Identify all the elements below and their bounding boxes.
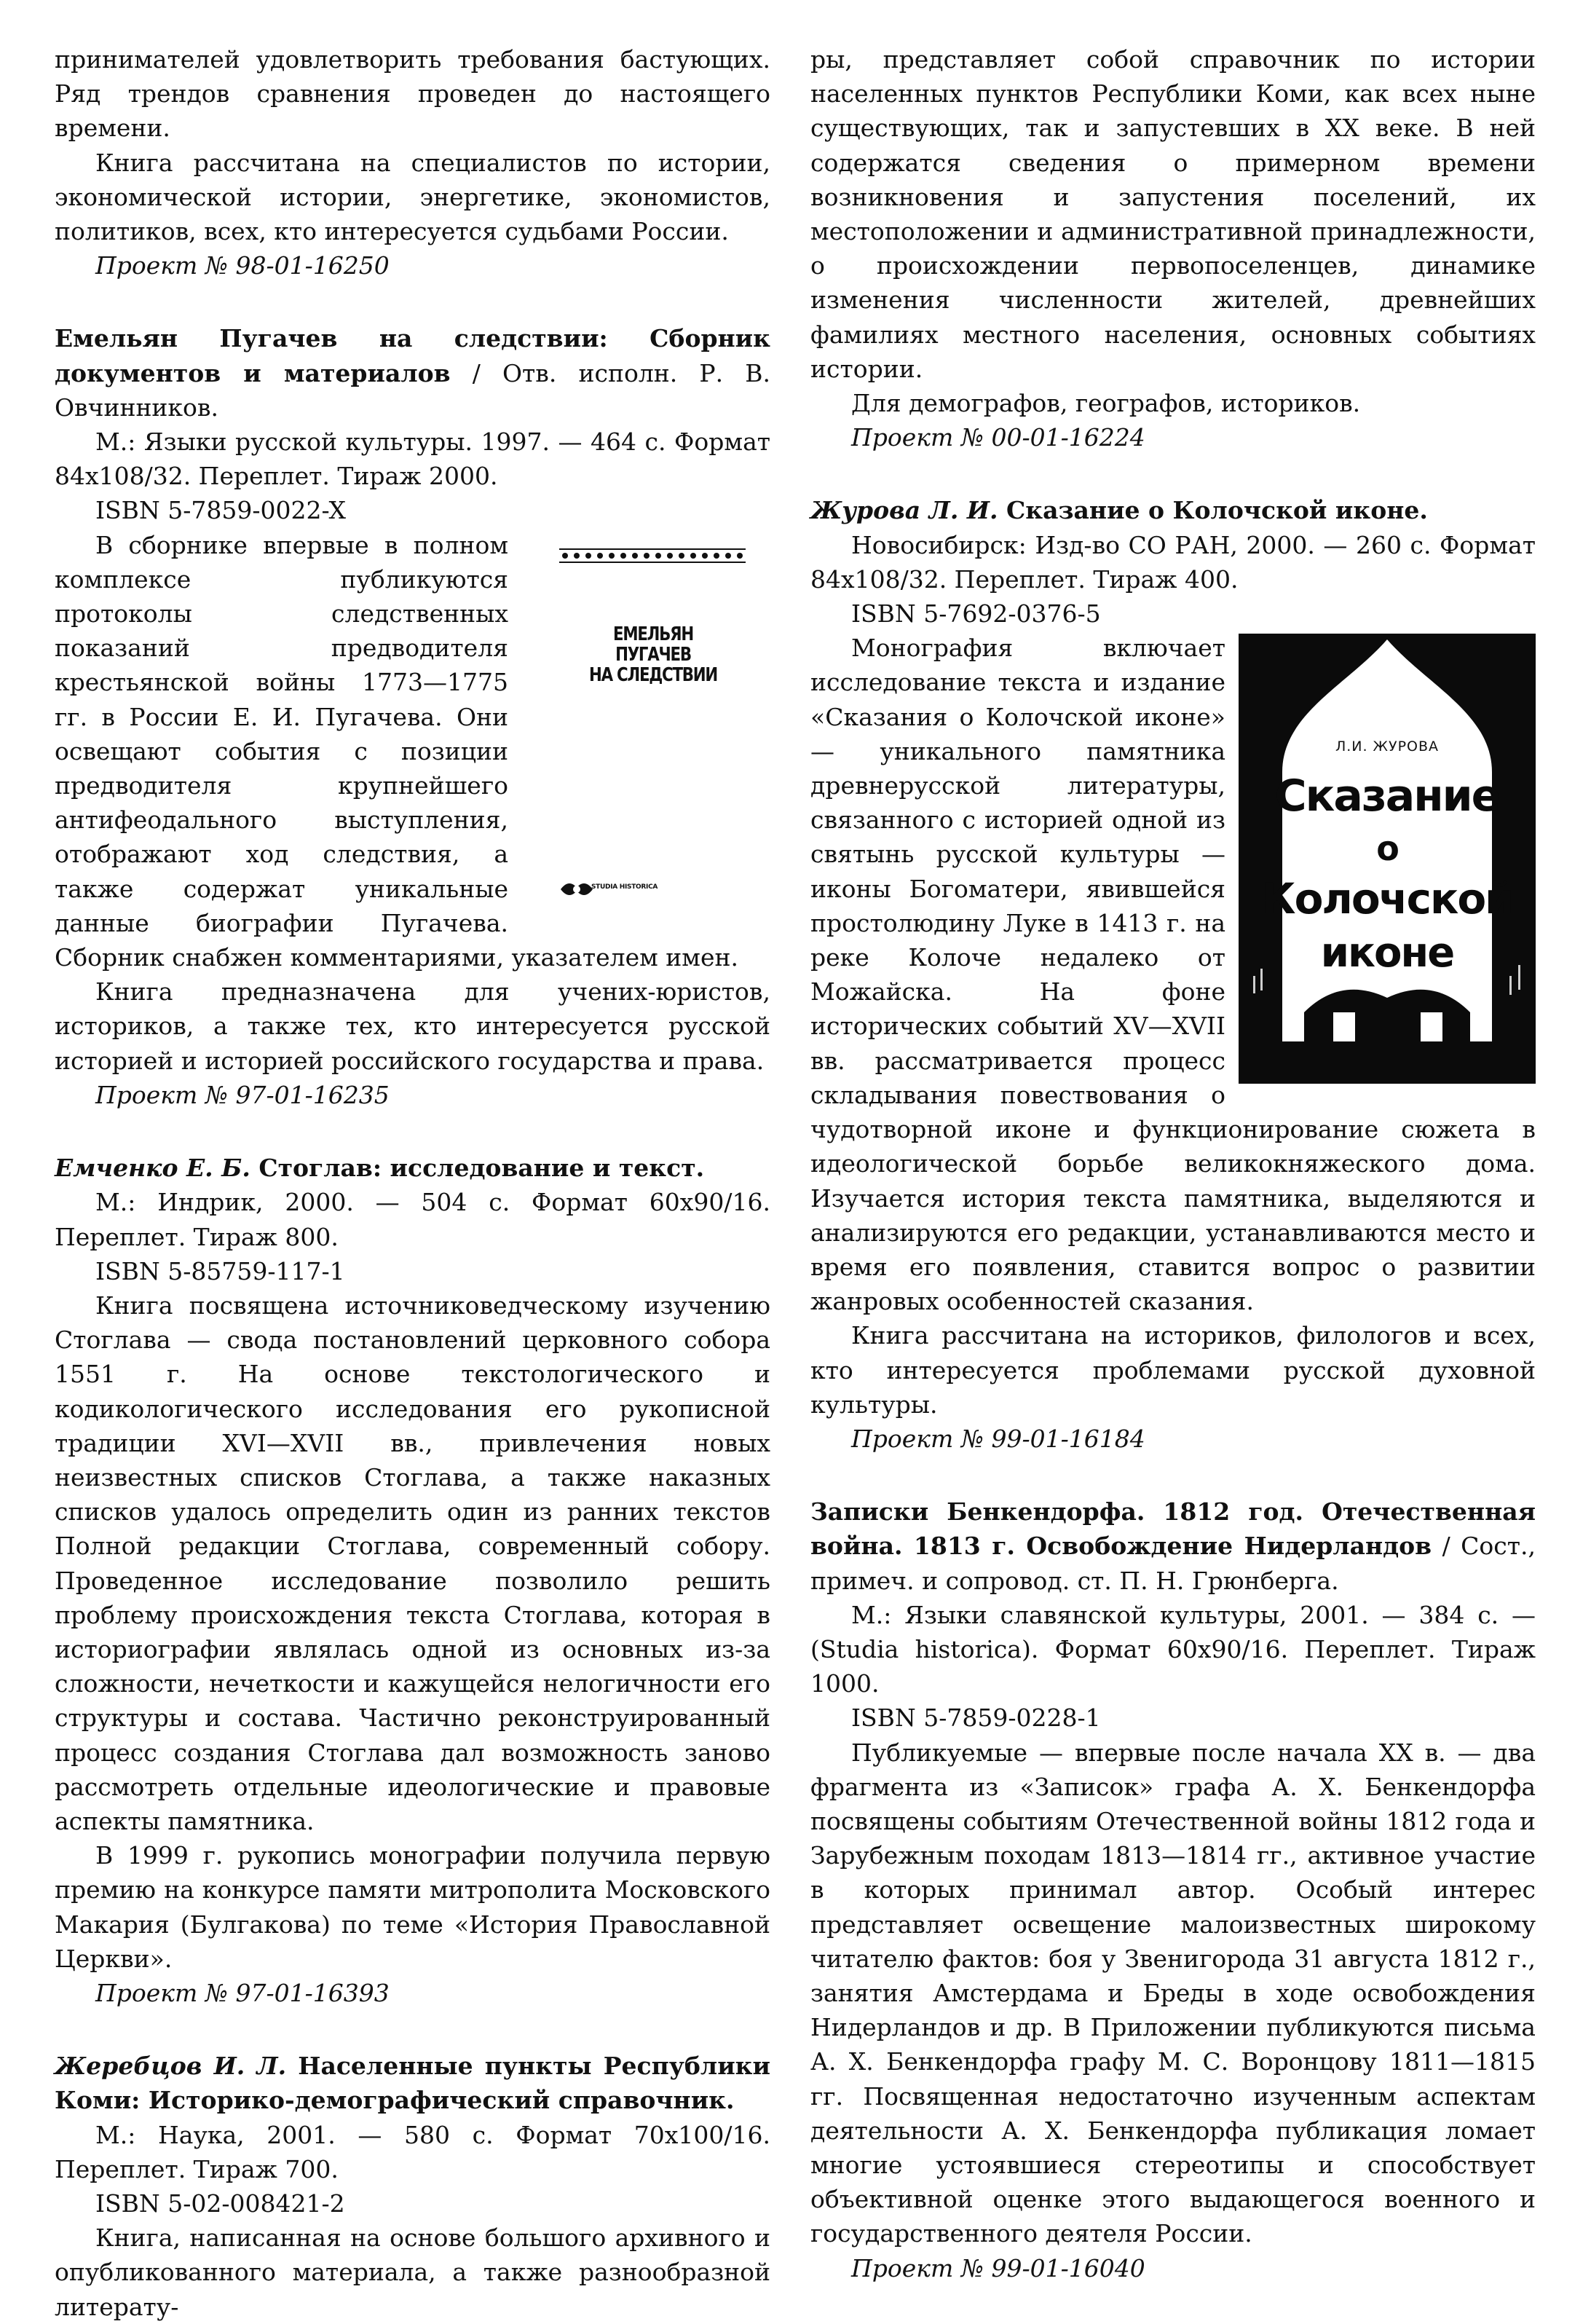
entry-title [810, 1494, 1536, 1598]
annotation: Книга посвящена источниковедческому изучению Стоглава — свода постановлений церковного собора 1551 г. На основе текстологического и кодикологического исследования его рукописной традиции XVI—XVII вв., привлечения новых неизвестных списков Стоглава, а также наказных списков удалось определить один из ранних текстов Полной редакции Стоглава, современный собору. Проведенное исследование позволило решить проблему происхождения текста Стоглава, которая в историографии являлась одной из основных из-за сложности, нечеткости и кажущейся нелогичности его структуры и состава. Частично реконструированный процесс создания Стоглава дал возможность заново рассмотреть отдельные идеологические и правовые аспекты памятника. [55, 1291, 770, 1835]
isbn: ISBN 5-02-008421-2 [95, 2189, 345, 2218]
entry-zherebtsov-continuation [810, 42, 1536, 454]
book-title: Стоглав: исследование и текст. [250, 1154, 705, 1183]
annotation: Книга, написанная на основе большого архивного и опубликованного материала, а также разнообразной литерату- [55, 2223, 770, 2321]
book-title: Населенные пункты Республики Коми: Историко-демографический справочник. [55, 2052, 770, 2115]
imprint: Новосибирск: Изд-во СО РАН, 2000. — 260 с. Формат 84x108/32. Переплет. Тираж 400. [810, 530, 1536, 594]
cover-author: Л.И. ЖУРОВА [1335, 738, 1440, 755]
entry-zhurova [810, 493, 1536, 1456]
imprint: М.: Языки славянской культуры, 2001. — 384 с. — (Studia historica). Формат 60x90/16. Переплет. Тираж 1000. [810, 1600, 1536, 1698]
book-title: Емельян Пугачев на следствии: Сборник документов и материалов [55, 324, 770, 387]
imprint: М.: Языки русской культуры. 1997. — 464 с. Формат 84x108/32. Переплет. Тираж 2000. [55, 428, 770, 491]
series-name: STUDIA HISTORICA [591, 883, 658, 891]
cover-title-line: Колочской [1261, 874, 1513, 924]
cover-title-line: иконе [1320, 929, 1454, 977]
left-column [55, 42, 770, 2324]
annotation: В сборнике впервые в полном комплексе публикуются протоколы следственных показаний предводителя крестьянской войны 1773—1775 гг. в России Е. И. Пугачева. Они освещают события с позиции предводителя крупнейшего антифеодального выступления, отображают ход следствия, а также содержат уникальные данные биографии Пугачева. Сборник снабжен комментариями, указателем имен. [55, 530, 738, 972]
entry-benkendorf [810, 1494, 1536, 2285]
entry-title [810, 493, 1536, 527]
entry-zherebtsov [55, 2049, 770, 2324]
isbn: ISBN 5-85759-117-1 [95, 1256, 345, 1285]
project-number: Проект № 99-01-16184 [851, 1424, 1145, 1453]
entry-title [55, 1151, 770, 1185]
entry-title [55, 2049, 770, 2117]
entry-pugachev [55, 321, 770, 1112]
author: Жеребцов И. Л. [55, 2052, 287, 2081]
isbn: ISBN 5-7859-0022-X [95, 496, 346, 525]
responsibility: / Сост., примеч. и сопровод. ст. П. Н. Грюнберга. [810, 1532, 1536, 1595]
annotation: Книга рассчитана на историков, филологов и всех, кто интересуется проблемами русской духовной культуры. [810, 1321, 1536, 1419]
isbn: ISBN 5-7692-0376-5 [851, 599, 1101, 629]
paragraph: принимателей удовлетворить требования бастующих. Ряд трендов сравнения проведен до настоящего времени. [55, 45, 770, 143]
project-number: Проект № 97-01-16393 [95, 1978, 390, 2007]
project-number: Проект № 00-01-16224 [851, 423, 1145, 452]
annotation: Монография включает исследование текста и издание «Сказания о Колочской иконе» — уникального памятника древнерусской литературы, связанного с историей одной из святынь русской культуры — иконы Богоматери, явившейся простолюдину Луке в 1413 г. на реке Колоче недалеко от Можайска. На фоне исторических событий XV—XVII вв. рассматривается процесс складывания повествования о чудотворной иконе и функционирование сюжета в идеологической борьбе великокняжеского дома. Изучается история текста памятника, выделяются и анализируются его редакции, устанавливаются место и время его появления, ставится вопрос о развитии жанровых особенностей сказания. [810, 634, 1536, 1316]
author: Емченко Е. Б. [55, 1154, 250, 1183]
book-cover-zhurova [1239, 634, 1536, 1084]
entry-title [55, 321, 770, 425]
book-cover-pugachev [536, 531, 770, 928]
entry-emchenko [55, 1151, 770, 2010]
annotation: Для демографов, географов, историков. [851, 389, 1361, 418]
annotation: Публикуемые — впервые после начала XX в. — два фрагмента из «Записок» графа А. Х. Бенкендорфа посвящены событиям Отечественной войны 1812 года и Зарубежным походам 1813—1814 гг., активное участие в которых принимал автор. Особый интерес представляет освещение малоизвестных широкому читателю фактов: боя у Звенигорода 31 августа 1812 г., занятия Амстердама и Бреды в ходе освобождения Нидерландов и др. В Приложении публикуются письма А. Х. Бенкендорфа графу М. С. Воронцову 1811—1815 гг. Посвященная недостаточно изученным аспектам деятельности А. Х. Бенкендорфа публикация ломает многие устоявшиеся стереотипы и способствует объективной оценке этого выдающегося военного и государственного деятеля России. [810, 1738, 1536, 2248]
book-title: Записки Бенкендорфа. 1812 год. Отечественная война. 1813 г. Освобождение Нидерландов [810, 1497, 1536, 1561]
annotation: Книга предназначена для учених-юристов, историков, а также тех, кто интересуется русской историей и историей российского государства и права. [55, 977, 770, 1075]
right-column [810, 42, 1536, 2285]
project-number: Проект № 99-01-16040 [851, 2253, 1145, 2282]
cover-title: ЕМЕЛЬЯН ПУГАЧЕВ НА СЛЕДСТВИИ [588, 623, 718, 686]
paragraph: Книга рассчитана на специалистов по истории, экономической истории, энергетике, экономистов, политиков, всех, кто интересуется судьбами России. [55, 148, 770, 246]
project-number: Проект № 97-01-16235 [95, 1080, 390, 1109]
ornament-border-icon [559, 547, 749, 564]
isbn: ISBN 5-7859-0228-1 [851, 1703, 1101, 1733]
cover-title-line: о [1376, 829, 1398, 869]
book-title: Сказание о Колочской иконе. [998, 496, 1428, 525]
cover-title-line: Сказание [1274, 771, 1500, 822]
imprint: М.: Наука, 2001. — 580 с. Формат 70x100/16. Переплет. Тираж 700. [55, 2120, 770, 2183]
responsibility: / Отв. исполн. Р. В. Овчинников. [55, 358, 770, 422]
annotation: ры, представляет собой справочник по истории населенных пунктов Республики Коми, как всех ныне существующих, так и запустевших в XX веке. В ней содержатся сведения о примерном времени возникновения и запустения поселений, их местоположении и административной принадлежности, о происхождении первопоселенцев, динамике изменения численности жителей, древнейших фамилиях местного населения, основных событиях истории. [810, 45, 1536, 383]
imprint: М.: Индрик, 2000. — 504 с. Формат 60x90/16. Переплет. Тираж 800. [55, 1188, 770, 1251]
annotation: В 1999 г. рукопись монографии получила первую премию на конкурсе памяти митрополита Московского Макария (Булгакова) по теме «История Православной Церкви». [55, 1841, 770, 1973]
project-number: Проект № 98-01-16250 [95, 251, 390, 280]
entry-intro-continuation [55, 42, 770, 283]
author: Журова Л. И. [810, 496, 998, 525]
